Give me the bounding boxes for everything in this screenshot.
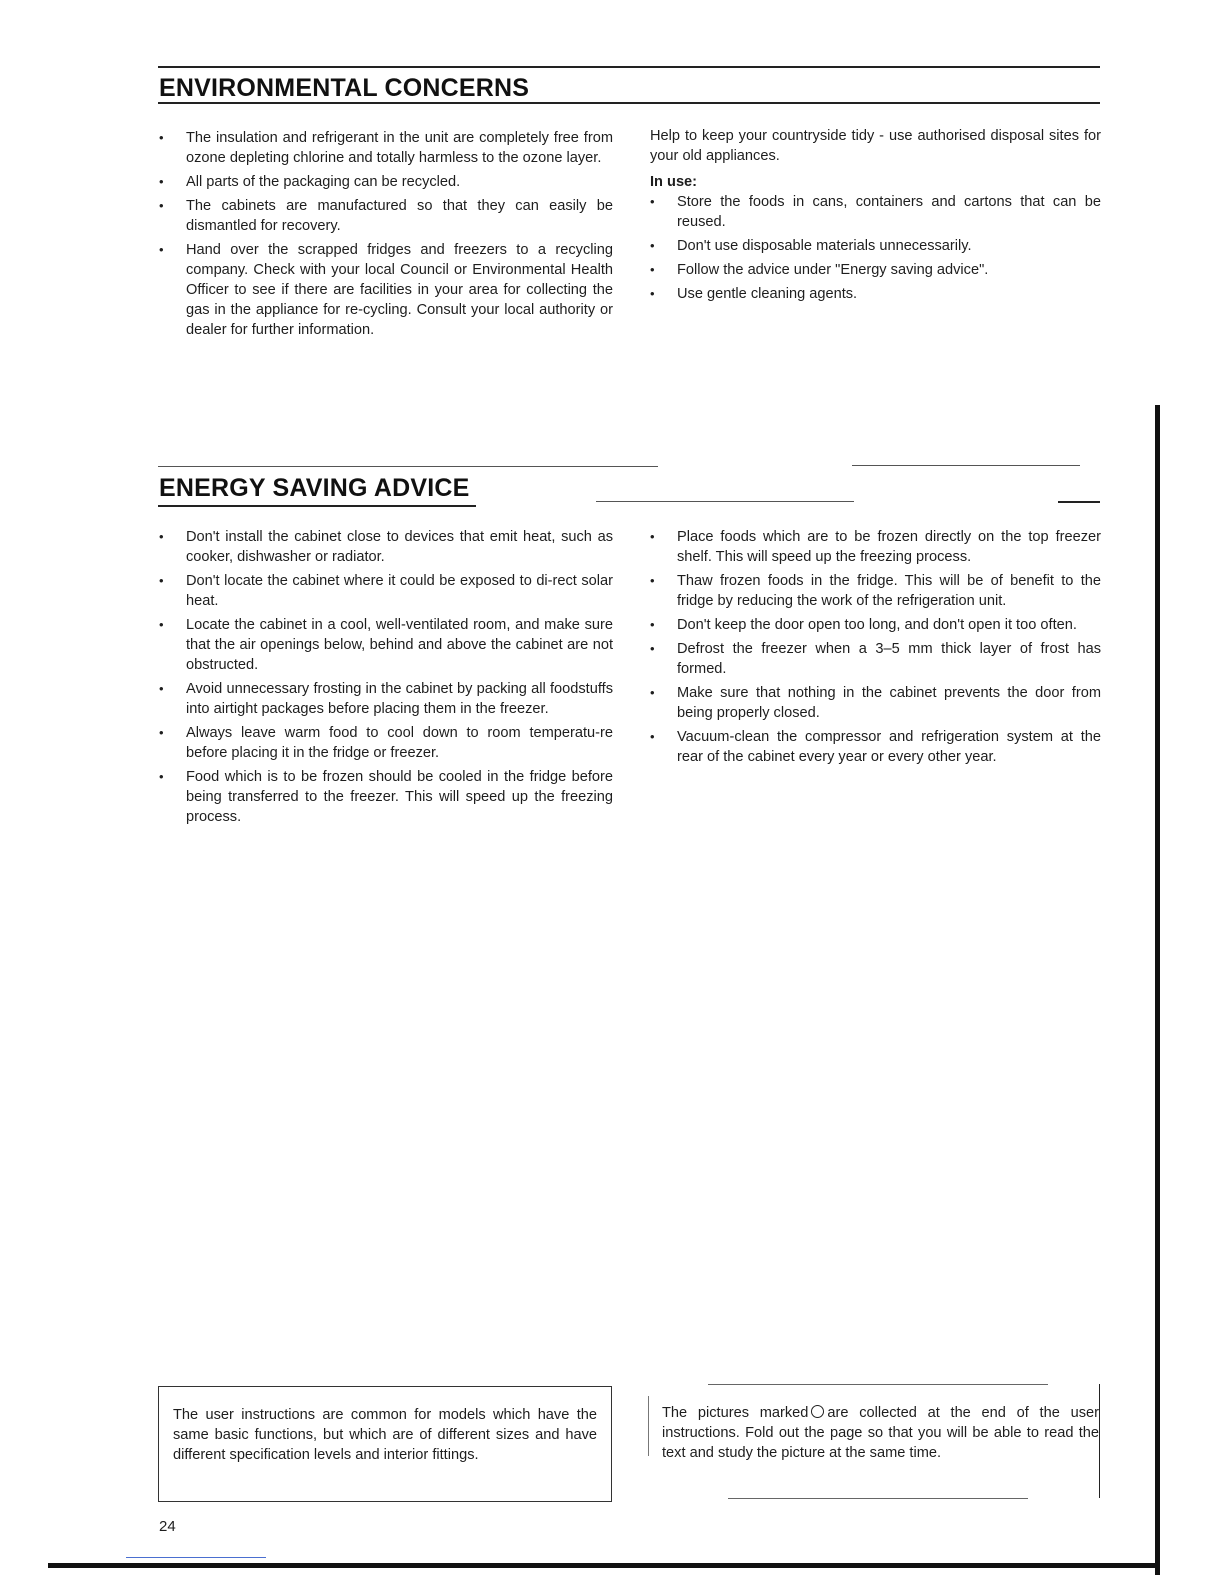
list-item: • Follow the advice under "Energy saving advice". xyxy=(650,260,1101,280)
energy-top-rule-b xyxy=(852,465,1080,466)
list-item: • Don't locate the cabinet where it could be exposed to di-rect solar heat. xyxy=(159,571,613,611)
env-right-intro: Help to keep your countryside tidy - use authorised disposal sites for your old appliances. xyxy=(650,128,1101,164)
in-use-list xyxy=(650,192,1101,304)
env-bottom-rule xyxy=(158,102,1100,104)
list-item: • Food which is to be frozen should be cooled in the fridge before being transferred to the freezer. This will speed up the freezing process. xyxy=(159,767,613,827)
env-title: ENVIRONMENTAL CONCERNS xyxy=(159,74,530,102)
circle-icon xyxy=(811,1405,824,1418)
list-item: • Thaw frozen foods in the fridge. This will be of benefit to the fridge by reducing the work of the refrigeration unit. xyxy=(650,571,1101,611)
list-item: • Don't use disposable materials unnecessarily. xyxy=(650,236,1101,256)
list-item: • Always leave warm food to cool down to room temperatu-re before placing it in the fridge or freezer. xyxy=(159,723,613,763)
list-item: • Use gentle cleaning agents. xyxy=(650,284,1101,304)
note-right-left-rule xyxy=(648,1396,649,1456)
list-item: • Make sure that nothing in the cabinet prevents the door from being properly closed. xyxy=(650,683,1101,723)
energy-bottom-rule-b xyxy=(596,501,854,502)
energy-top-rule-a xyxy=(158,466,658,467)
list-item: • Vacuum-clean the compressor and refrigeration system at the rear of the cabinet every year or every other year. xyxy=(650,727,1101,767)
scan-blue-line xyxy=(126,1557,266,1558)
note-box-right xyxy=(648,1384,1100,1500)
energy-title: ENERGY SAVING ADVICE xyxy=(159,474,470,502)
page-number: 24 xyxy=(159,1518,176,1535)
energy-bottom-rule-c xyxy=(1058,501,1100,503)
list-item: • Locate the cabinet in a cool, well-ventilated room, and make sure that the air openings below, behind and above the cabinet are not obstructed. xyxy=(159,615,613,675)
env-top-rule xyxy=(158,66,1100,68)
note-left-text: The user instructions are common for models which have the same basic functions, but which are of different sizes and have different specification levels and interior fittings. xyxy=(173,1407,597,1463)
list-item: • Place foods which are to be frozen directly on the top freezer shelf. This will speed up the freezing process. xyxy=(650,527,1101,567)
list-item: • All parts of the packaging can be recycled. xyxy=(159,172,613,192)
note-right-text-before: The pictures marked xyxy=(662,1405,809,1421)
env-right-column xyxy=(650,126,1101,308)
list-item: • Hand over the scrapped fridges and freezers to a recycling company. Check with your local Council or Environmental Health Officer to see if there are facilities in your area for collecting the gas in the appliance for re-cycling. Consult your local authority or dealer for further information. xyxy=(159,240,613,340)
energy-left-list xyxy=(159,527,613,831)
list-item: • Defrost the freezer when a 3–5 mm thick layer of frost has formed. xyxy=(650,639,1101,679)
note-right-bottom-rule xyxy=(728,1498,1028,1499)
list-item: • Avoid unnecessary frosting in the cabinet by packing all foodstuffs into airtight packages before placing them in the freezer. xyxy=(159,679,613,719)
list-item: • The insulation and refrigerant in the unit are completely free from ozone depleting chlorine and totally harmless to the ozone layer. xyxy=(159,128,613,168)
env-left-list xyxy=(159,128,613,344)
note-right-side-rule xyxy=(1099,1384,1100,1498)
list-item: • Don't keep the door open too long, and don't open it too often. xyxy=(650,615,1101,635)
energy-right-list xyxy=(650,527,1101,771)
note-right-text-after: are collected at the end of the user instructions. Fold out the page so that you will be able to read the text and study the picture at the same time. xyxy=(662,1405,1099,1461)
scan-right-edge xyxy=(1155,405,1160,1575)
list-item: • The cabinets are manufactured so that they can easily be dismantled for recovery. xyxy=(159,196,613,236)
scan-bottom-edge xyxy=(48,1563,1160,1568)
note-right-top-rule xyxy=(708,1384,1048,1385)
list-item: • Don't install the cabinet close to devices that emit heat, such as cooker, dishwasher or radiator. xyxy=(159,527,613,567)
list-item: • Store the foods in cans, containers and cartons that can be reused. xyxy=(650,192,1101,232)
in-use-label: In use: xyxy=(650,174,698,190)
energy-bottom-rule-a xyxy=(158,505,476,507)
note-box-left xyxy=(158,1386,612,1502)
